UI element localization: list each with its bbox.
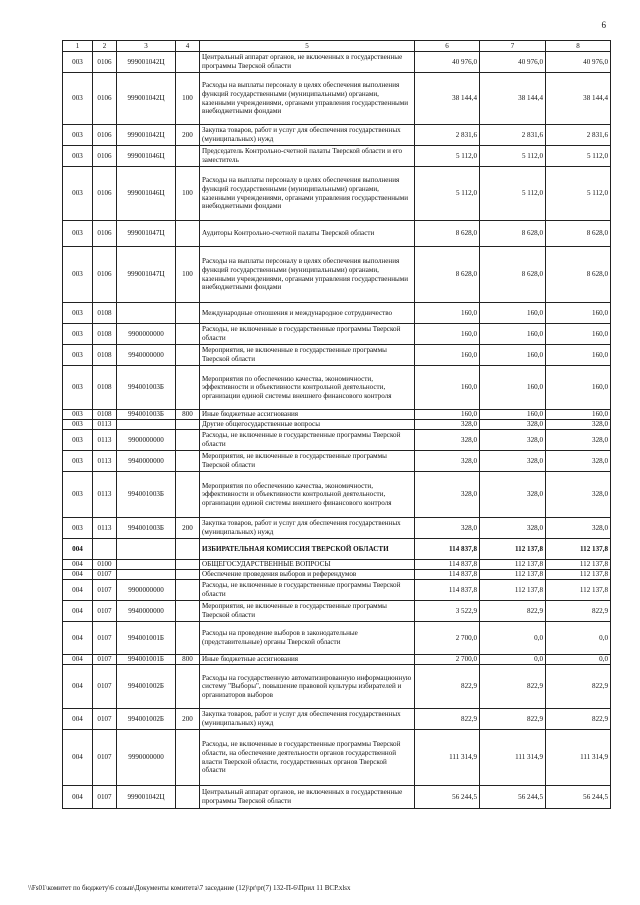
budget-table [62,40,611,809]
department-code-cell: 003 [63,73,93,125]
amount-cell: 822,9 [480,601,546,622]
description-cell: Закупка товаров, работ и услуг для обеспечения государственных (муниципальных) нужд [200,518,415,539]
description-cell: Расходы на выплаты персоналу в целях обеспечения выполнения функций государственными (муниципальными) органами, казенными учреждениями, органами управления государственными внебюджетными фондами [200,167,415,221]
amount-cell: 112 137,8 [480,570,546,580]
amount-cell: 3 522,9 [415,601,480,622]
expense-type-cell [176,420,200,430]
section-code-cell: 0113 [93,518,117,539]
target-article-cell: 994001001Б [117,622,176,655]
amount-cell: 160,0 [480,324,546,345]
expense-type-cell: 100 [176,73,200,125]
description-cell: Мероприятия, не включенные в государственные программы Тверской области [200,601,415,622]
department-code-cell: 003 [63,324,93,345]
description-cell: ОБЩЕГОСУДАРСТВЕННЫЕ ВОПРОСЫ [200,560,415,570]
amount-cell: 38 144,4 [480,73,546,125]
amount-cell: 160,0 [546,366,611,410]
section-code-cell: 0113 [93,430,117,451]
header-cell: 7 [480,41,546,52]
target-article-cell: 999001046Ц [117,146,176,167]
department-code-cell: 004 [63,560,93,570]
target-article-cell: 9940000000 [117,451,176,472]
amount-cell: 160,0 [480,303,546,324]
amount-cell: 160,0 [415,303,480,324]
amount-cell: 328,0 [546,430,611,451]
table-row [63,518,611,539]
amount-cell: 56 244,5 [546,786,611,809]
department-code-cell: 004 [63,622,93,655]
expense-type-cell [176,472,200,518]
target-article-cell: 9940000000 [117,345,176,366]
department-code-cell: 004 [63,580,93,601]
target-article-cell: 9990000000 [117,730,176,786]
table-row [63,655,611,665]
table-row [63,560,611,570]
section-code-cell: 0113 [93,420,117,430]
expense-type-cell: 200 [176,125,200,146]
expense-type-cell [176,539,200,560]
amount-cell: 112 137,8 [480,580,546,601]
amount-cell: 160,0 [546,410,611,420]
amount-cell: 56 244,5 [480,786,546,809]
header-cell: 8 [546,41,611,52]
amount-cell: 5 112,0 [480,167,546,221]
amount-cell: 40 976,0 [546,52,611,73]
amount-cell: 5 112,0 [415,167,480,221]
description-cell: Расходы, не включенные в государственные программы Тверской области [200,324,415,345]
amount-cell: 112 137,8 [546,539,611,560]
table-row [63,324,611,345]
expense-type-cell [176,665,200,709]
section-code-cell: 0108 [93,410,117,420]
target-article-cell: 999001042Ц [117,786,176,809]
amount-cell: 822,9 [546,601,611,622]
amount-cell: 8 628,0 [546,221,611,247]
expense-type-cell [176,52,200,73]
department-code-cell: 004 [63,786,93,809]
target-article-cell: 9900000000 [117,580,176,601]
expense-type-cell [176,622,200,655]
description-cell: Аудиторы Контрольно-счетной палаты Тверской области [200,221,415,247]
table-row [63,601,611,622]
amount-cell: 112 137,8 [546,580,611,601]
expense-type-cell [176,451,200,472]
section-code-cell: 0107 [93,730,117,786]
amount-cell: 160,0 [480,345,546,366]
amount-cell: 112 137,8 [546,570,611,580]
expense-type-cell: 100 [176,247,200,303]
amount-cell: 112 137,8 [480,560,546,570]
table-row [63,570,611,580]
target-article-cell: 999001042Ц [117,52,176,73]
amount-cell: 5 112,0 [546,167,611,221]
description-cell: Мероприятия, не включенные в государственные программы Тверской области [200,451,415,472]
amount-cell: 111 314,9 [546,730,611,786]
table-row [63,420,611,430]
amount-cell: 328,0 [546,472,611,518]
target-article-cell: 999001047Ц [117,247,176,303]
target-article-cell [117,560,176,570]
amount-cell: 8 628,0 [415,247,480,303]
amount-cell: 822,9 [546,709,611,730]
amount-cell: 112 137,8 [546,560,611,570]
target-article-cell: 9900000000 [117,324,176,345]
section-code-cell: 0107 [93,709,117,730]
section-code-cell: 0113 [93,472,117,518]
amount-cell: 2 831,6 [546,125,611,146]
description-cell: Расходы на проведение выборов в законодательные (представительные) органы Тверской области [200,622,415,655]
amount-cell: 40 976,0 [415,52,480,73]
expense-type-cell [176,366,200,410]
header-cell: 1 [63,41,93,52]
expense-type-cell [176,786,200,809]
amount-cell: 328,0 [480,430,546,451]
amount-cell: 328,0 [415,518,480,539]
section-code-cell: 0113 [93,451,117,472]
section-code-cell: 0106 [93,167,117,221]
target-article-cell [117,570,176,580]
description-cell: Председатель Контрольно-счетной палаты Тверской области и его заместитель [200,146,415,167]
header-cell: 4 [176,41,200,52]
description-cell: Мероприятия, не включенные в государственные программы Тверской области [200,345,415,366]
description-cell: Мероприятия по обеспечению качества, экономичности, эффективности и объективности контрольной деятельности, организации единой системы внешнего финансового контроля [200,472,415,518]
department-code-cell: 003 [63,518,93,539]
description-cell: Расходы, не включенные в государственные программы Тверской области, на обеспечение деятельности органов государственной власти Тверской области, государственных органов Тверской области [200,730,415,786]
expense-type-cell: 800 [176,655,200,665]
amount-cell: 8 628,0 [546,247,611,303]
target-article-cell: 994001003Б [117,410,176,420]
department-code-cell: 003 [63,430,93,451]
amount-cell: 160,0 [546,324,611,345]
file-path-footer: \\Fs01\комитет по бюджету\6 созыв\Документы комитета\7 заседание (12)\pr\pr(7) 132-П-6\Прил 11 ВСР.xlsx [28,884,351,892]
expense-type-cell [176,345,200,366]
description-cell: Закупка товаров, работ и услуг для обеспечения государственных (муниципальных) нужд [200,125,415,146]
description-cell: Расходы на государственную автоматизированную информационную систему "Выборы", повышение правовой культуры избирателей и организаторов выборов [200,665,415,709]
description-cell: Расходы на выплаты персоналу в целях обеспечения выполнения функций государственными (муниципальными) органами, казенными учреждениями, органами управления государственными внебюджетными фондами [200,247,415,303]
section-code-cell: 0106 [93,125,117,146]
amount-cell: 38 144,4 [546,73,611,125]
expense-type-cell [176,580,200,601]
table-row [63,451,611,472]
target-article-cell [117,420,176,430]
table-row [63,73,611,125]
target-article-cell: 999001047Ц [117,221,176,247]
amount-cell: 38 144,4 [415,73,480,125]
amount-cell: 328,0 [480,420,546,430]
section-code-cell: 0108 [93,345,117,366]
amount-cell: 0,0 [546,655,611,665]
department-code-cell: 004 [63,655,93,665]
amount-cell: 160,0 [415,345,480,366]
table-row [63,366,611,410]
table-row [63,146,611,167]
amount-cell: 5 112,0 [415,146,480,167]
section-code-cell: 0107 [93,786,117,809]
amount-cell: 160,0 [415,366,480,410]
department-code-cell: 003 [63,451,93,472]
department-code-cell: 003 [63,420,93,430]
amount-cell: 160,0 [415,324,480,345]
department-code-cell: 004 [63,730,93,786]
header-cell: 2 [93,41,117,52]
section-code-cell: 0107 [93,570,117,580]
description-cell: Центральный аппарат органов, не включенных в государственные программы Тверской области [200,52,415,73]
description-cell: Расходы, не включенные в государственные программы Тверской области [200,430,415,451]
expense-type-cell [176,221,200,247]
amount-cell: 114 837,8 [415,580,480,601]
department-code-cell: 003 [63,146,93,167]
expense-type-cell: 800 [176,410,200,420]
section-code-cell: 0108 [93,303,117,324]
amount-cell: 2 700,0 [415,655,480,665]
table-row [63,52,611,73]
expense-type-cell [176,324,200,345]
department-code-cell: 004 [63,539,93,560]
section-code-cell: 0108 [93,366,117,410]
target-article-cell: 999001042Ц [117,73,176,125]
amount-cell: 328,0 [480,451,546,472]
amount-cell: 328,0 [480,472,546,518]
department-code-cell: 003 [63,221,93,247]
amount-cell: 160,0 [415,410,480,420]
expense-type-cell [176,303,200,324]
section-code-cell: 0107 [93,655,117,665]
department-code-cell: 003 [63,247,93,303]
section-code-cell: 0106 [93,52,117,73]
section-code-cell: 0106 [93,146,117,167]
table-row [63,345,611,366]
description-cell: Расходы на выплаты персоналу в целях обеспечения выполнения функций государственными (муниципальными) органами, казенными учреждениями, органами управления государственными внебюджетными фондами [200,73,415,125]
department-code-cell: 003 [63,472,93,518]
section-code-cell: 0106 [93,247,117,303]
description-cell: ИЗБИРАТЕЛЬНАЯ КОМИССИЯ ТВЕРСКОЙ ОБЛАСТИ [200,539,415,560]
amount-cell: 822,9 [480,665,546,709]
amount-cell: 0,0 [546,622,611,655]
amount-cell: 40 976,0 [480,52,546,73]
amount-cell: 328,0 [546,420,611,430]
target-article-cell: 999001042Ц [117,125,176,146]
amount-cell: 114 837,8 [415,570,480,580]
table-row [63,472,611,518]
target-article-cell: 994001002Б [117,709,176,730]
amount-cell: 2 831,6 [480,125,546,146]
expense-type-cell [176,601,200,622]
amount-cell: 328,0 [546,451,611,472]
expense-type-cell [176,570,200,580]
target-article-cell: 994001001Б [117,655,176,665]
department-code-cell: 003 [63,167,93,221]
expense-type-cell [176,730,200,786]
section-code-cell: 0107 [93,622,117,655]
amount-cell: 160,0 [480,410,546,420]
table-row [63,247,611,303]
section-code-cell [93,539,117,560]
table-row [63,125,611,146]
section-code-cell: 0107 [93,601,117,622]
target-article-cell: 994001003Б [117,518,176,539]
department-code-cell: 003 [63,345,93,366]
section-code-cell: 0107 [93,580,117,601]
expense-type-cell [176,146,200,167]
description-cell: Закупка товаров, работ и услуг для обеспечения государственных (муниципальных) нужд [200,709,415,730]
page-number: 6 [601,20,606,30]
amount-cell: 160,0 [546,303,611,324]
amount-cell: 8 628,0 [415,221,480,247]
description-cell: Мероприятия по обеспечению качества, экономичности, эффективности и объективности контрольной деятельности, организации единой системы внешнего финансового контроля [200,366,415,410]
department-code-cell: 003 [63,410,93,420]
table-row [63,430,611,451]
department-code-cell: 004 [63,665,93,709]
amount-cell: 2 831,6 [415,125,480,146]
target-article-cell: 9900000000 [117,430,176,451]
department-code-cell: 004 [63,709,93,730]
section-code-cell: 0106 [93,73,117,125]
expense-type-cell [176,560,200,570]
department-code-cell: 003 [63,366,93,410]
amount-cell: 8 628,0 [480,247,546,303]
amount-cell: 328,0 [415,451,480,472]
department-code-cell: 003 [63,125,93,146]
amount-cell: 822,9 [415,665,480,709]
description-cell: Другие общегосударственные вопросы [200,420,415,430]
amount-cell: 111 314,9 [480,730,546,786]
target-article-cell: 994001003Б [117,472,176,518]
amount-cell: 5 112,0 [480,146,546,167]
target-article-cell: 994001002Б [117,665,176,709]
expense-type-cell [176,430,200,451]
table-row [63,622,611,655]
amount-cell: 2 700,0 [415,622,480,655]
table-row [63,167,611,221]
table-row [63,665,611,709]
header-row [63,41,611,52]
amount-cell: 328,0 [415,472,480,518]
target-article-cell [117,539,176,560]
section-code-cell: 0100 [93,560,117,570]
amount-cell: 822,9 [415,709,480,730]
table-row [63,709,611,730]
amount-cell: 0,0 [480,622,546,655]
amount-cell: 112 137,8 [480,539,546,560]
amount-cell: 114 837,8 [415,539,480,560]
target-article-cell: 9940000000 [117,601,176,622]
department-code-cell: 004 [63,601,93,622]
table-row [63,539,611,560]
amount-cell: 8 628,0 [480,221,546,247]
target-article-cell: 994001003Б [117,366,176,410]
header-cell: 5 [200,41,415,52]
amount-cell: 328,0 [546,518,611,539]
section-code-cell: 0108 [93,324,117,345]
department-code-cell: 003 [63,52,93,73]
amount-cell: 328,0 [415,420,480,430]
expense-type-cell: 200 [176,518,200,539]
section-code-cell: 0107 [93,665,117,709]
table-row [63,303,611,324]
expense-type-cell: 100 [176,167,200,221]
header-cell: 3 [117,41,176,52]
description-cell: Расходы, не включенные в государственные программы Тверской области [200,580,415,601]
amount-cell: 111 314,9 [415,730,480,786]
section-code-cell: 0106 [93,221,117,247]
header-cell: 6 [415,41,480,52]
table-row [63,730,611,786]
table-row [63,410,611,420]
amount-cell: 328,0 [480,518,546,539]
table-row [63,580,611,601]
description-cell: Обеспечение проведения выборов и референдумов [200,570,415,580]
table-row [63,221,611,247]
amount-cell: 114 837,8 [415,560,480,570]
target-article-cell [117,303,176,324]
expense-type-cell: 200 [176,709,200,730]
amount-cell: 822,9 [480,709,546,730]
table-row [63,786,611,809]
description-cell: Иные бюджетные ассигнования [200,655,415,665]
amount-cell: 328,0 [415,430,480,451]
amount-cell: 0,0 [480,655,546,665]
description-cell: Иные бюджетные ассигнования [200,410,415,420]
description-cell: Центральный аппарат органов, не включенных в государственные программы Тверской области [200,786,415,809]
department-code-cell: 004 [63,570,93,580]
department-code-cell: 003 [63,303,93,324]
amount-cell: 56 244,5 [415,786,480,809]
amount-cell: 5 112,0 [546,146,611,167]
target-article-cell: 999001046Ц [117,167,176,221]
description-cell: Международные отношения и международное сотрудничество [200,303,415,324]
amount-cell: 822,9 [546,665,611,709]
amount-cell: 160,0 [480,366,546,410]
amount-cell: 160,0 [546,345,611,366]
table-body [63,41,611,809]
